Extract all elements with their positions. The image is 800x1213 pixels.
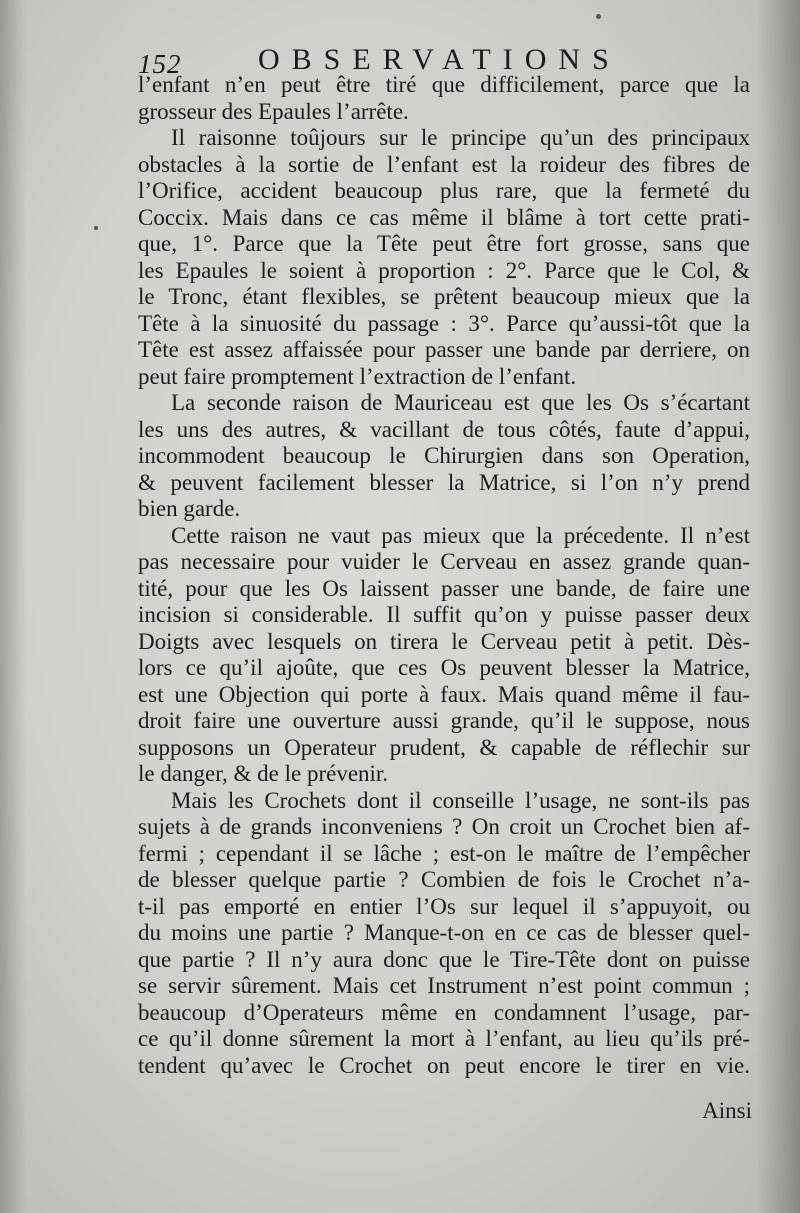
text-line: ce qu’il donne sûrement la mort à l’enfant, au lieu qu’ils pré- — [138, 1026, 750, 1051]
ink-speck — [94, 226, 98, 230]
text-line: Cette raison ne vaut pas mieux que la précedente. Il n’est — [171, 522, 750, 548]
text-line: Coccix. Mais dans ce cas même il blâme à tort cette prati- — [138, 204, 750, 230]
text-line: que, 1°. Parce que la Tête peut être fort grosse, sans que — [138, 231, 750, 256]
text-line: tité, pour que les Os laissent passer une bande, de faire une — [138, 575, 750, 601]
text-line: Il raisonne toûjours sur le principe qu’un des principaux — [171, 125, 750, 150]
text-line: bien garde. — [138, 496, 241, 521]
running-head: OBSERVATIONS — [258, 43, 621, 76]
text-line: incision si considerable. Il suffit qu’on y puisse passer deux — [138, 602, 750, 627]
text-line: que partie ? Il n’y aura donc que le Tire-Tête dont on puisse — [138, 946, 750, 972]
text-line: & peuvent facilement blesser la Matrice, si l’on n’y prend — [138, 469, 750, 495]
body-text — [138, 72, 750, 1079]
ink-speck — [596, 14, 601, 19]
page-number: 152 — [138, 49, 182, 79]
text-line: Mais les Crochets dont il conseille l’usage, ne sont-ils pas — [171, 787, 750, 813]
text-line: supposons un Operateur prudent, & capable de réflechir sur — [138, 734, 750, 760]
text-line: peut faire promptement l’extraction de l’enfant. — [138, 363, 577, 389]
text-line: grosseur des Epaules l’arrête. — [138, 98, 409, 124]
text-line: les Epaules le soient à proportion : 2°. Parce que le Col, & — [138, 257, 750, 283]
text-line: La seconde raison de Mauriceau est que les Os s’écartant — [171, 390, 750, 415]
text-line: fermi ; cependant il se lâche ; est-on le maître de l’empêcher — [138, 840, 750, 866]
text-line: Tête à la sinuosité du passage : 3°. Parce qu’aussi-tôt que la — [138, 310, 750, 336]
text-line: tendent qu’avec le Crochet on peut encore le tirer en vie. — [138, 1052, 750, 1078]
text-line: incommodent beaucoup le Chirurgien dans son Operation, — [138, 443, 750, 468]
page-shadow-left — [0, 0, 26, 1213]
text-line: le Tronc, étant flexibles, se prêtent beaucoup mieux que la — [138, 284, 750, 309]
text-line: l’Orifice, accident beaucoup plus rare, que la fermeté du — [138, 178, 750, 203]
text-line: les uns des autres, & vacillant de tous côtés, faute d’appui, — [138, 416, 750, 442]
text-line: est une Objection qui porte à faux. Mais quand même il fau- — [138, 681, 750, 707]
text-line: de blesser quelque partie ? Combien de fois le Crochet n’a- — [138, 867, 750, 892]
page-shadow-right — [756, 0, 800, 1213]
catchword: Ainsi — [702, 1098, 752, 1123]
text-line: sujets à de grands inconveniens ? On croit un Crochet bien af- — [138, 814, 750, 839]
text-line: beaucoup d’Operateurs même en condamnent l’usage, par- — [138, 999, 750, 1025]
text-line: pas necessaire pour vuider le Cerveau en assez grande quan- — [138, 549, 750, 574]
text-line: droit faire une ouverture aussi grande, qu’il le suppose, nous — [138, 708, 750, 733]
text-line: se servir sûrement. Mais cet Instrument n’est point commun ; — [138, 973, 750, 998]
text-line: du moins une partie ? Manque-t-on en ce cas de blesser quel- — [138, 920, 750, 945]
text-line: obstacles à la sortie de l’enfant est la roideur des fibres de — [138, 151, 750, 177]
text-line: t-il pas emporté en entier l’Os sur lequel il s’appuyoit, ou — [138, 893, 750, 919]
text-line: le danger, & de le prévenir. — [138, 761, 389, 786]
text-line: Doigts avec lesquels on tirera le Cerveau petit à petit. Dès- — [138, 628, 750, 654]
text-line: lors ce qu’il ajoûte, que ces Os peuvent blesser la Matrice, — [138, 655, 750, 680]
text-line: Tête est assez affaissée pour passer une bande par derriere, on — [138, 337, 750, 362]
text-line: l’enfant n’en peut être tiré que difficilement, parce que la — [138, 72, 750, 97]
